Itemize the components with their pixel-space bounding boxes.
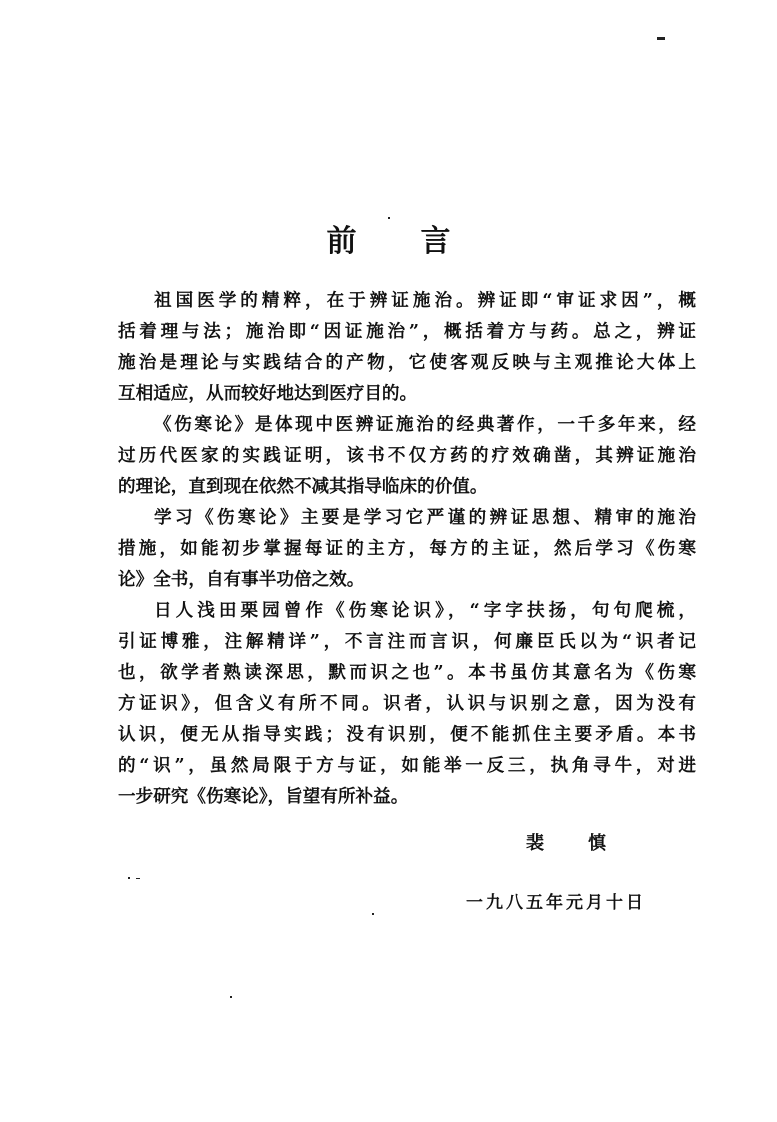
author-signature	[526, 829, 606, 855]
text-line: 也，欲学者熟读深思，默而识之也”。本书虽仿其意名为《伤寒	[118, 662, 696, 683]
text-line: 《伤寒论》是体现中医辨证施治的经典著作，一千多年来，经	[154, 414, 696, 435]
scan-speck	[372, 913, 374, 915]
text-line: 措施，如能初步掌握每证的主方，每方的主证，然后学习《伤寒	[118, 538, 696, 559]
paragraph	[118, 409, 696, 502]
text-line: 的“识”，虽然局限于方与证，如能举一反三，执角寻牛，对进	[118, 755, 696, 776]
paragraph	[118, 595, 696, 812]
paragraph	[118, 285, 696, 409]
text-line: 一步研究《伤寒论》，旨望有所补益。	[118, 786, 409, 807]
preface-date: 一九八五年元月十日	[466, 893, 646, 913]
text-line: 引证博雅，注解精详”，不言注而言识，何廉臣氏以为“识者记	[118, 631, 696, 652]
text-line: 学习《伤寒论》主要是学习它严谨的辨证思想、精审的施治	[154, 507, 696, 528]
page-title	[0, 216, 777, 260]
text-line: 认识，便无从指导实践；没有识别，便不能抓住主要矛盾。本书	[118, 724, 696, 745]
signature-char: 裴	[526, 833, 544, 854]
text-line: 括着理与法；施治即“因证施治”，概括着方与药。总之，辨证	[118, 321, 696, 342]
text-line: 施治是理论与实践结合的产物，它使客观反映与主观推论大体上	[118, 352, 696, 373]
text-line: 过历代医家的实践证明，该书不仅方药的疗效确凿，其辨证施治	[118, 445, 696, 466]
paragraph	[118, 502, 696, 595]
title-char: 前	[326, 224, 357, 260]
scan-speck	[230, 996, 232, 998]
title-char: 言	[420, 224, 451, 260]
text-line: 方证识》，但含义有所不同。识者，认识与识别之意，因为没有	[118, 693, 696, 714]
preface-body	[118, 285, 696, 812]
scan-speck	[657, 37, 665, 40]
scan-speck	[136, 878, 140, 879]
text-line: 的理论，直到现在依然不减其指导临床的价值。	[118, 476, 488, 497]
text-line: 论》全书，自有事半功倍之效。	[118, 569, 365, 590]
signature-char: 慎	[588, 833, 606, 854]
text-line: 祖国医学的精粹，在于辨证施治。辨证即“审证求因”，概	[154, 290, 696, 311]
text-line: 互相适应，从而较好地达到医疗目的。	[118, 383, 418, 404]
scan-speck	[128, 877, 130, 879]
text-line: 日人浅田栗园曾作《伤寒论识》，“字字扶扬，句句爬梳，	[154, 600, 696, 621]
